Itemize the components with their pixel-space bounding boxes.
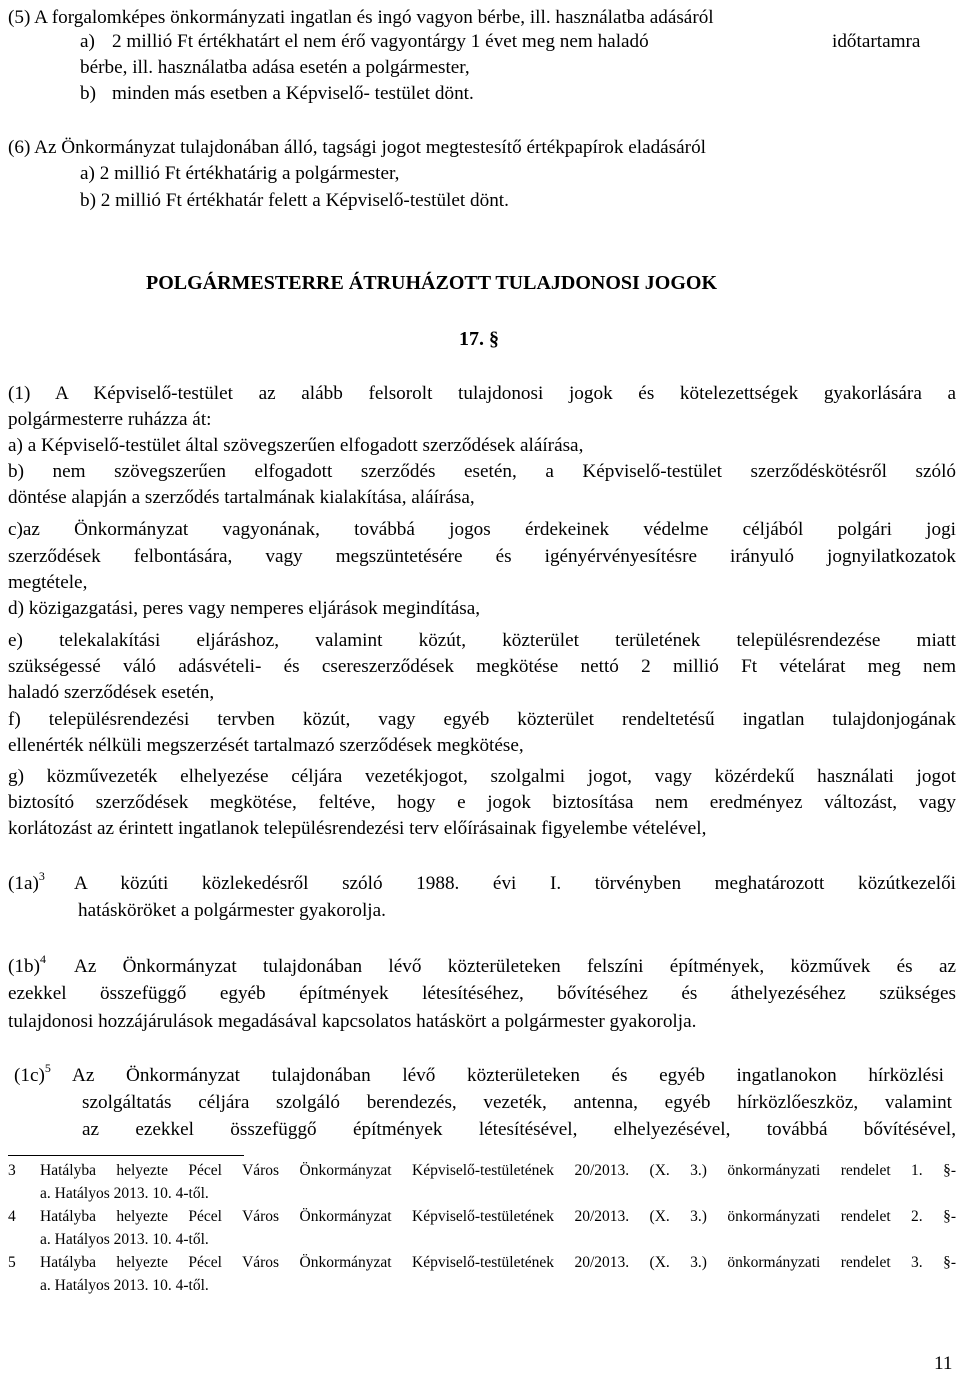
footnote-3-number: 3 — [8, 1162, 16, 1179]
s5-item-b-text: minden más esetben a Képviselő- testület dönt. — [112, 83, 474, 104]
s5-item-a-continuation: bérbe, ill. használatba adása esetén a polgármester, — [80, 57, 470, 78]
s5-item-a-tail: időtartamra — [832, 31, 921, 52]
p1b-line2: ezekkel összefüggő egyéb építmények létesítéséhez, bővítéséhez és áthelyezéséhez szükséges — [8, 983, 956, 1004]
section-heading: POLGÁRMESTERRE ÁTRUHÁZOTT TULAJDONOSI JOGOK — [146, 272, 718, 294]
footnote-5-number: 5 — [8, 1254, 16, 1271]
p1a-line2: hatásköröket a polgármester gyakorolja. — [78, 900, 386, 921]
p1-item-b-line1: b) nem szövegszerűen elfogadott szerződés esetén, a Képviselő-testület szerződéskötésről szóló — [8, 461, 956, 482]
s6-item-b: b) 2 millió Ft értékhatár felett a Képviselő-testület dönt. — [80, 190, 509, 211]
s6-item-a: a) 2 millió Ft értékhatárig a polgármester, — [80, 163, 400, 184]
p1-item-g-line3: korlátozást az érintett ingatlanok településrendezési terv előírásainak figyelembe vételével, — [8, 818, 707, 839]
p1-item-c-line2: szerződések felbontására, vagy megszüntetésére és igényérvényesítésre irányuló jognyilatkozatok — [8, 546, 956, 567]
p1-item-a: a) a Képviselő-testület által szövegszerűen elfogadott szerződések aláírása, — [8, 435, 584, 456]
p1-item-e-line1: e) telekalakítási eljáráshoz, valamint közút, közterület területének településrendezése miatt — [8, 630, 956, 651]
footnote-ref-3[interactable]: 3 — [38, 868, 45, 883]
s5-item-a-text: 2 millió Ft értékhatárt el nem érő vagyontárgy 1 évet meg nem haladó — [112, 31, 649, 52]
footnote-5-line2: a. Hatályos 2013. 10. 4-től. — [40, 1277, 209, 1294]
page-number: 11 — [934, 1353, 953, 1374]
p1-item-g-line2: biztosító szerződések megkötése, feltéve, hogy e jogok biztosítása nem eredményez változást, vagy — [8, 792, 956, 813]
p1c-line1: Az Önkormányzat tulajdonában lévő közterületeken és egyéb ingatlanokon hírközlési — [72, 1065, 944, 1086]
s5-item-a-label: a) — [80, 31, 95, 52]
footnote-ref-4[interactable]: 4 — [39, 951, 46, 966]
footnote-3-line1: Hatályba helyezte Pécel Város Önkormányzat Képviselő-testületének 20/2013. (X. 3.) önkormányzati rendelet 1. §- — [40, 1162, 956, 1179]
p1a-line1: A közúti közlekedésről szóló 1988. évi I. törvényben meghatározott közútkezelői — [74, 873, 956, 894]
p1-item-b-line2: döntése alapján a szerződés tartalmának kialakítása, aláírása, — [8, 487, 475, 508]
p1-item-f-line1: f) településrendezési tervben közút, vagy egyéb közterület rendeltetésű ingatlan tulajdonjogának — [8, 709, 956, 730]
p1-intro-line1: (1) A Képviselő-testület az alább felsorolt tulajdonosi jogok és kötelezettségek gyakorlására a — [8, 383, 956, 404]
p1b-label: $(1b)^4$ — [8, 951, 46, 977]
p1b-line1: Az Önkormányzat tulajdonában lévő közterületeken felszíni építmények, közművek és az — [74, 956, 956, 977]
p1-item-e-line2: szükségessé váló adásvételi- és csereszerződések megkötése nettó 2 millió Ft vételárat meg nem — [8, 656, 956, 677]
p1-item-c-line3: megtétele, — [8, 572, 88, 593]
footnote-4-line1: Hatályba helyezte Pécel Város Önkormányzat Képviselő-testületének 20/2013. (X. 3.) önkormányzati rendelet 2. §- — [40, 1208, 956, 1225]
p1-item-g-line1: g) közművezeték elhelyezése céljára vezetékjogot, szolgalmi jogot, vagy közérdekű használati jogot — [8, 766, 956, 787]
p1c-label: $(1c)^5$ — [14, 1060, 51, 1086]
p1-item-e-line3: haladó szerződések esetén, — [8, 682, 215, 703]
footnote-5-line1: Hatályba helyezte Pécel Város Önkormányzat Képviselő-testületének 20/2013. (X. 3.) önkormányzati rendelet 3. §- — [40, 1254, 956, 1271]
p1b-line3: tulajdonosi hozzájárulások megadásával kapcsolatos hatáskört a polgármester gyakorolja. — [8, 1011, 697, 1032]
s6-heading: (6) Az Önkormányzat tulajdonában álló, tagsági jogot megtestesítő értékpapírok eladásáról — [8, 137, 706, 158]
section-number: 17. § — [459, 328, 499, 350]
footnote-4-line2: a. Hatályos 2013. 10. 4-től. — [40, 1231, 209, 1248]
footnote-3-line2: a. Hatályos 2013. 10. 4-től. — [40, 1185, 209, 1202]
p1-item-c-line1: c)az Önkormányzat vagyonának, továbbá jogos érdekeinek védelme céljából polgári jogi — [8, 519, 956, 540]
p1c-line3: az ezekkel összefüggő építmények létesítésével, elhelyezésével, továbbá bővítésével, — [82, 1119, 956, 1140]
p1c-line2: szolgáltatás céljára szolgáló berendezés, vezeték, antenna, egyéb hírközlőeszköz, valamint — [82, 1092, 952, 1113]
s5-item-b-label: b) — [80, 83, 96, 104]
p1a-label: $(1a)^3$ — [8, 868, 45, 894]
footnote-4-number: 4 — [8, 1208, 16, 1225]
footnote-ref-5[interactable]: 5 — [44, 1060, 51, 1075]
p1-intro-line2: polgármesterre ruházza át: — [8, 409, 212, 430]
p1-item-d: d) közigazgatási, peres vagy nemperes eljárások megindítása, — [8, 598, 481, 619]
p1-item-f-line2: ellenérték nélküli megszerzését tartalmazó szerződések megkötése, — [8, 735, 524, 756]
footnote-separator — [8, 1155, 244, 1156]
s5-heading: (5) A forgalomképes önkormányzati ingatlan és ingó vagyon bérbe, ill. használatba adásáról — [8, 7, 714, 28]
